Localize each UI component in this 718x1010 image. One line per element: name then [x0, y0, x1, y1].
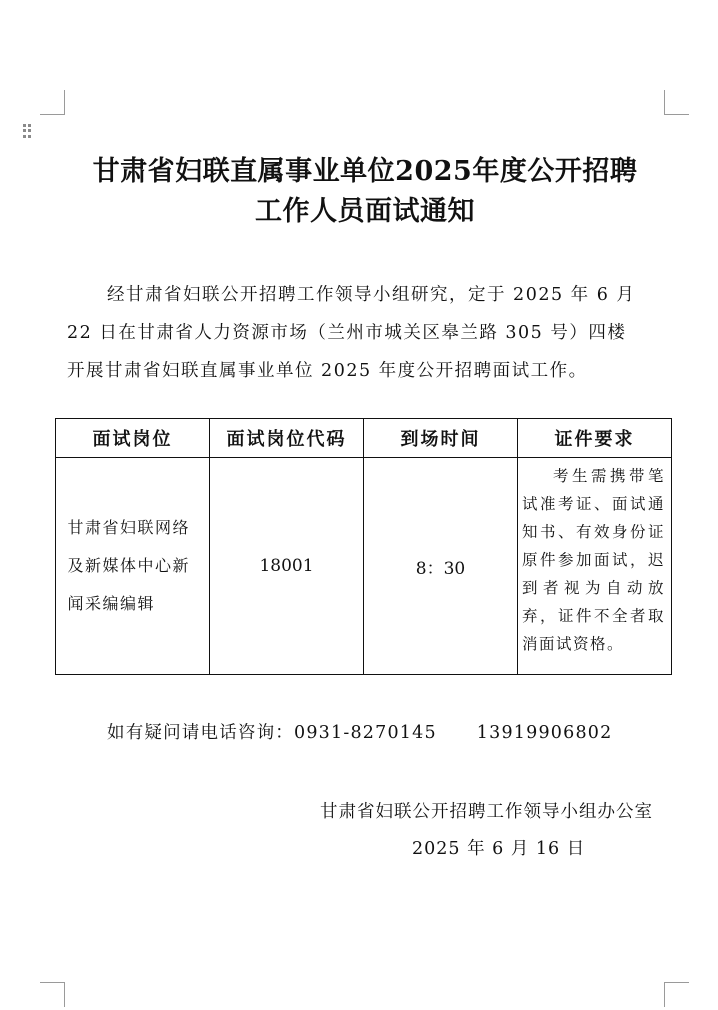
- corner-mark-bottom-right: [664, 982, 689, 1007]
- cell-arrival-time: 8：30: [364, 458, 518, 675]
- header-post: 面试岗位: [56, 419, 210, 458]
- corner-mark-bottom-left: [40, 982, 65, 1007]
- table-row: [56, 458, 672, 675]
- signature-organization: 甘肃省妇联公开招聘工作领导小组办公室: [320, 802, 653, 822]
- interview-table: [55, 418, 672, 675]
- header-arrival-time: 到场时间: [364, 419, 518, 458]
- contact-phone-mobile: 13919906802: [476, 723, 613, 743]
- contact-line: [107, 717, 612, 749]
- header-documents: 证件要求: [518, 419, 672, 458]
- document-title-line-1: 甘肃省妇联直属事业单位2025年度公开招聘: [92, 156, 638, 187]
- post-name: 甘肃省妇联网络及新媒体中心新闻采编编辑: [67, 518, 191, 613]
- document-requirements: 考生需携带笔试准考证、面试通知书、有效身份证原件参加面试，迟到者视为自动放弃，证件不全者取消面试资格。: [522, 467, 665, 653]
- cell-post: [56, 458, 210, 675]
- body-paragraph-line-2: 22 日在甘肃省人力资源市场（兰州市城关区皋兰路 305 号）四楼: [67, 323, 627, 343]
- table-header-row: [56, 419, 672, 458]
- corner-mark-top-left: [40, 90, 65, 115]
- header-post-code: 面试岗位代码: [210, 419, 364, 458]
- contact-label: 如有疑问请电话咨询：0931-8270145: [107, 723, 437, 743]
- document-title-line-2: 工作人员面试通知: [255, 196, 475, 227]
- body-paragraph-line-1: 经甘肃省妇联公开招聘工作领导小组研究，定于 2025 年 6 月: [107, 285, 636, 305]
- cell-post-code: 18001: [210, 458, 364, 675]
- cell-documents: [518, 458, 672, 675]
- drag-handle-icon[interactable]: [23, 124, 32, 138]
- signature-date: 2025 年 6 月 16 日: [412, 839, 586, 859]
- corner-mark-top-right: [664, 90, 689, 115]
- body-paragraph-line-3: 开展甘肃省妇联直属事业单位 2025 年度公开招聘面试工作。: [67, 361, 588, 381]
